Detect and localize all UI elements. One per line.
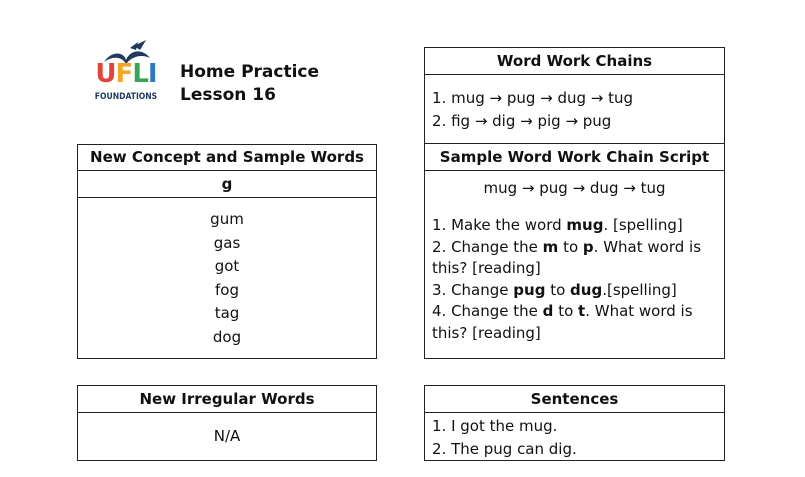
step-text: 1. Make the word <box>432 216 567 234</box>
step-bold: d <box>542 302 554 320</box>
step-text: 3. Change <box>432 280 514 299</box>
step-text: . What word is <box>593 237 702 256</box>
step-bold: dug <box>570 280 603 299</box>
chain-list <box>425 75 724 133</box>
new-concept-box <box>77 144 377 359</box>
page-title: Home Practice <box>180 62 320 82</box>
script-step-cont: this? [reading] <box>432 323 541 342</box>
script-step <box>432 237 724 259</box>
step-bold: pug <box>513 280 546 299</box>
script-step-cont: this? [reading] <box>432 259 541 277</box>
word-work-chains-header: Word Work Chains <box>425 48 724 75</box>
sample-word: gum <box>210 210 244 228</box>
new-concept-header: New Concept and Sample Words <box>78 145 376 171</box>
step-bold: mug <box>566 216 604 234</box>
logo-letter-l: L <box>132 59 148 89</box>
sample-word: gas <box>213 233 241 252</box>
sentences-box <box>424 385 725 461</box>
script-step <box>432 215 724 237</box>
step-text: to <box>553 302 579 320</box>
chain-item: 2. fig → dig → pig → pug <box>432 112 612 130</box>
step-bold: m <box>542 237 559 256</box>
script-step <box>432 301 724 323</box>
step-text: 4. Change the <box>432 302 543 320</box>
chain-script-box <box>424 143 725 359</box>
sample-word: tag <box>214 304 240 323</box>
step-text: . What word is <box>585 302 693 320</box>
logo-subtitle: FOUNDATIONS <box>94 92 158 102</box>
lesson-label: Lesson 16 <box>180 85 276 105</box>
step-bold: p <box>582 237 594 256</box>
irregular-words-box <box>77 385 377 461</box>
logo-letter-f: F <box>115 59 133 89</box>
irregular-words-value: N/A <box>213 427 241 445</box>
irregular-words-header: New Irregular Words <box>78 386 376 413</box>
logo-letters <box>90 60 162 88</box>
sample-word: got <box>214 257 240 276</box>
logo-letter-u: U <box>95 59 116 89</box>
sample-word: fog <box>215 280 239 299</box>
step-text: to <box>545 280 571 299</box>
sample-word: dog <box>212 327 242 346</box>
sentence-list <box>425 413 724 461</box>
step-bold: t <box>578 302 586 320</box>
sentence-item: 1. I got the mug. <box>432 417 558 435</box>
script-steps <box>425 201 724 344</box>
logo-letter-i: I <box>147 59 157 89</box>
sentences-header: Sentences <box>425 386 724 413</box>
script-chain: mug → pug → dug → tug <box>483 179 666 197</box>
ufli-logo <box>90 40 162 104</box>
step-text: to <box>558 237 583 256</box>
concept-label: g <box>78 171 376 198</box>
chain-script-header: Sample Word Work Chain Script <box>425 143 724 171</box>
chain-item: 1. mug → pug → dug → tug <box>432 89 634 107</box>
step-text: 2. Change the <box>432 237 543 256</box>
word-work-chains-box <box>424 47 725 144</box>
script-step <box>432 280 724 302</box>
sentence-item: 2. The pug can dig. <box>432 440 577 458</box>
step-text: . [spelling] <box>603 216 683 234</box>
sample-words-list <box>78 198 376 350</box>
step-text: .[spelling] <box>602 280 677 299</box>
